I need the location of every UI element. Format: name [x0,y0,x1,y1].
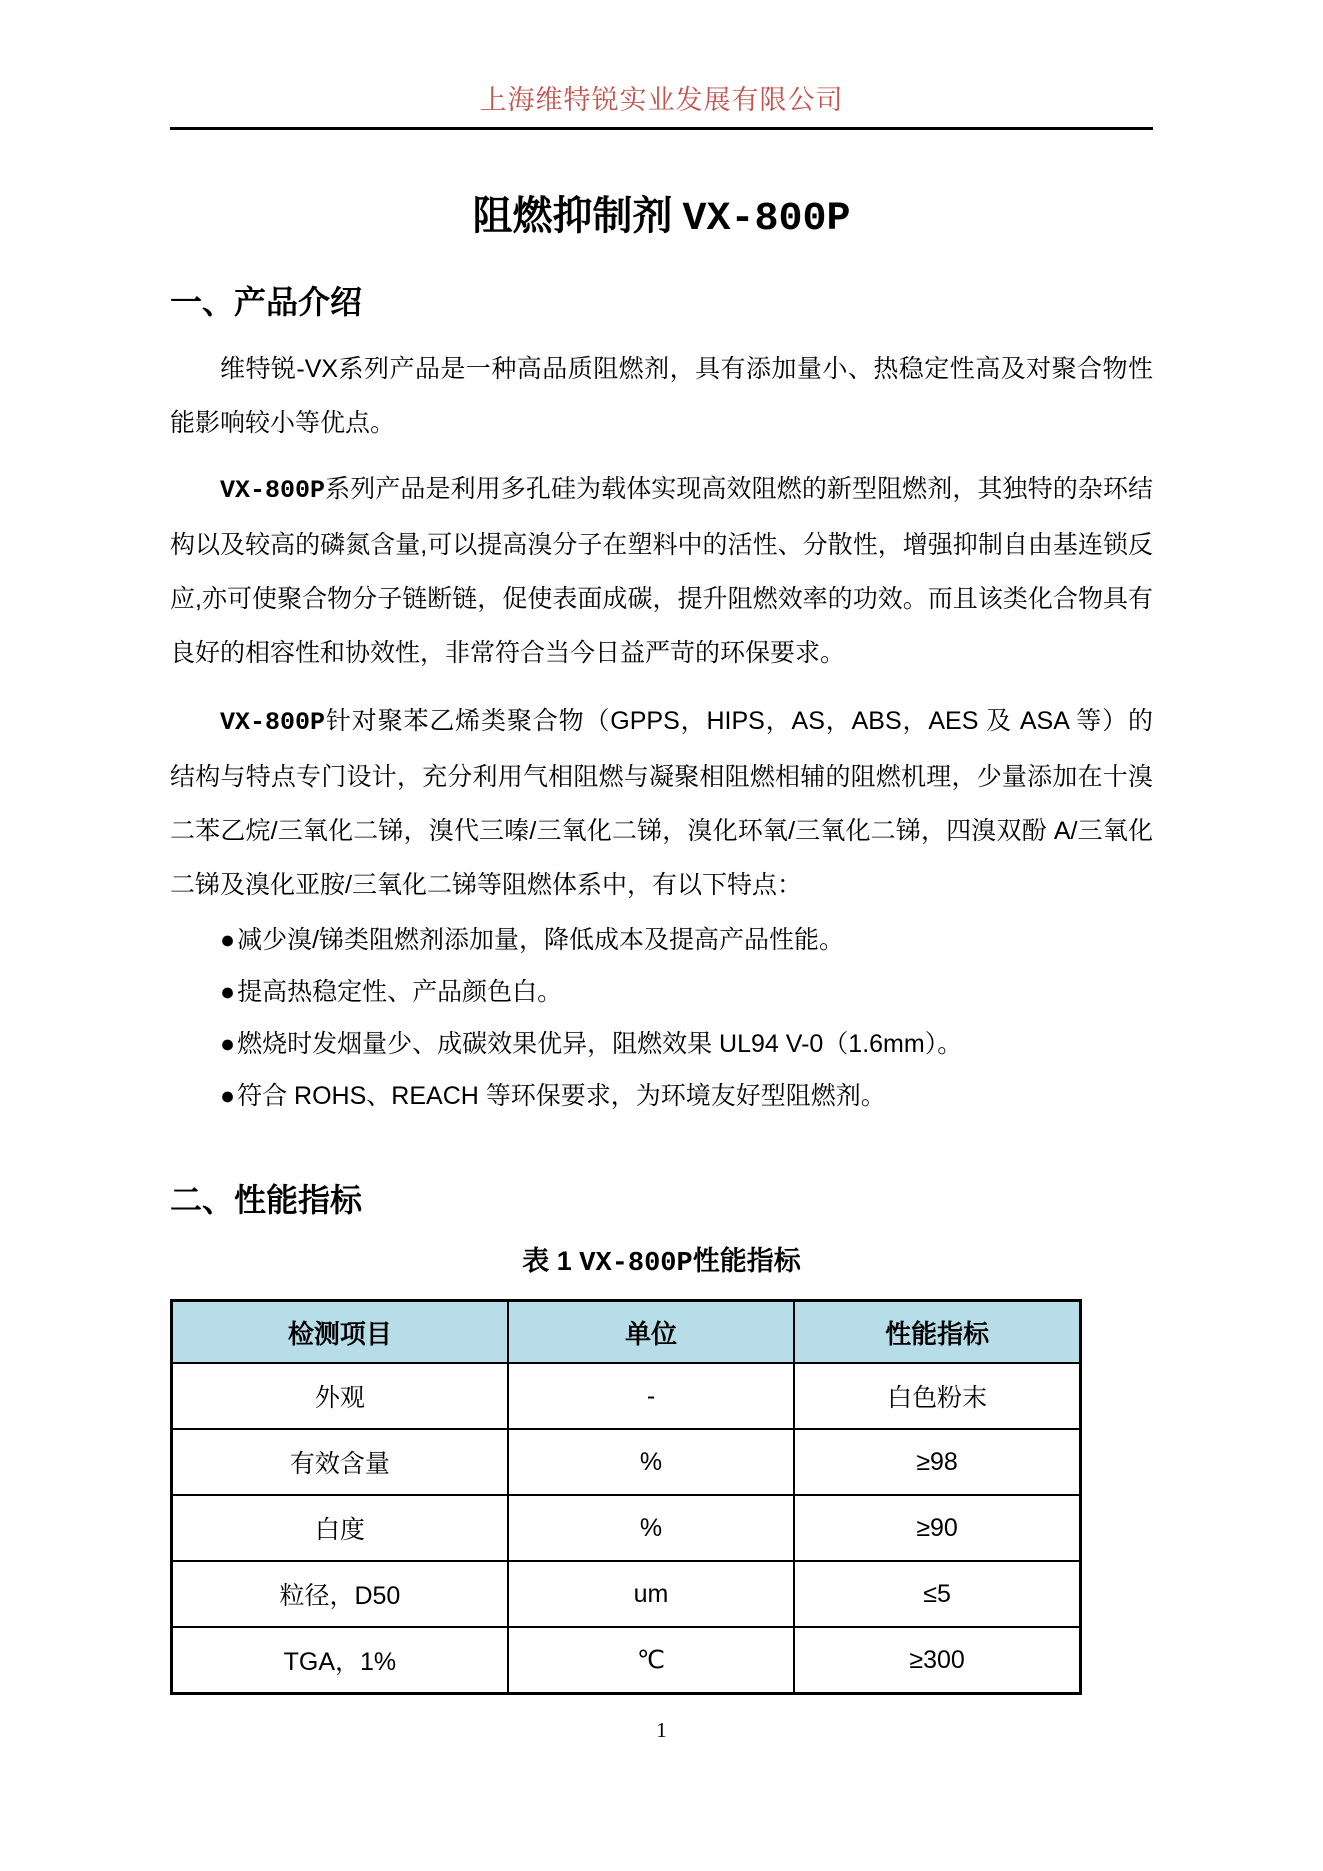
paragraph-application [170,694,1153,912]
document-title-code: VX-800P [682,197,851,242]
document-body [170,282,1153,1695]
cell-item: 粒径，D50 [172,1561,508,1627]
bullet-icon: ● [220,926,236,954]
spec-table [170,1299,1082,1695]
cell-spec: 白色粉末 [794,1363,1080,1429]
paragraph-application-text: 针对聚苯乙烯类聚合物（GPPS，HIPS，AS，ABS，AES 及 ASA 等）的结构与特点专门设计，充分利用气相阻燃与凝聚相阻燃相辅的阻燃机理，少量添加在十溴二苯乙烷/三氧化二锑，溴代三嗪/三氧化二锑，溴化环氧/三氧化二锑，四溴双酚 A/三氧化二锑及溴化亚胺/三氧化二锑等阻燃体系中，有以下特点： [170,707,1153,899]
section1-heading: 一、产品介绍 [170,284,363,320]
cell-item: 外观 [172,1363,508,1429]
cell-spec: ≤5 [794,1561,1080,1627]
table-caption-code: VX-800P [579,1249,693,1279]
column-header-unit: 单位 [508,1301,794,1364]
cell-unit: % [508,1495,794,1561]
document-title [0,190,1323,246]
column-header-item: 检测项目 [172,1301,508,1364]
list-item [170,1070,1153,1122]
cell-unit: um [508,1561,794,1627]
list-item-text: 燃烧时发烟量少、成碳效果优异，阻燃效果 UL94 V-0（1.6mm）。 [237,1030,963,1058]
cell-item: 白度 [172,1495,508,1561]
product-code-inline: VX-800P [220,708,326,737]
bullet-icon: ● [220,1030,236,1058]
paragraph-mechanism-text: 系列产品是利用多孔硅为载体实现高效阻燃的新型阻燃剂，其独特的杂环结构以及较高的磷氮含量,可以提高溴分子在塑料中的活性、分散性，增强抑制自由基连锁反应,亦可使聚合物分子链断链，促使表面成碳，提升阻燃效率的功效。而且该类化合物具有良好的相容性和协效性，非常符合当今日益严苛的环保要求。 [170,475,1153,667]
list-item [170,1018,1153,1070]
table-caption-suffix: 性能指标 [692,1246,801,1276]
table-header-row [172,1301,1081,1364]
cell-unit: - [508,1363,794,1429]
bullet-icon: ● [220,978,236,1006]
table-row [172,1627,1081,1694]
document-title-cn: 阻燃抑制剂 [472,194,673,238]
paragraph-intro: 维特锐-VX系列产品是一种高品质阻燃剂，具有添加量小、热稳定性高及对聚合物性能影响较小等优点。 [170,355,1153,437]
list-item-text: 减少溴/锑类阻燃剂添加量，降低成本及提高产品性能。 [237,926,845,954]
cell-spec: ≥98 [794,1429,1080,1495]
table-caption [170,1244,1153,1281]
table-caption-prefix: 表 1 [522,1246,580,1276]
paragraph-mechanism [170,462,1153,680]
feature-list [170,914,1153,1122]
cell-unit: ℃ [508,1627,794,1694]
header-divider [170,127,1153,130]
company-header: 上海维特锐实业发展有限公司 [479,85,844,115]
cell-item: TGA，1% [172,1627,508,1694]
section2-heading: 二、性能指标 [170,1182,363,1218]
cell-unit: % [508,1429,794,1495]
product-code-inline: VX-800P [220,476,326,505]
list-item [170,914,1153,966]
cell-spec: ≥90 [794,1495,1080,1561]
table-row [172,1363,1081,1429]
cell-spec: ≥300 [794,1627,1080,1694]
cell-item: 有效含量 [172,1429,508,1495]
bullet-icon: ● [220,1082,236,1110]
table-row [172,1561,1081,1627]
page-number: 1 [656,1718,667,1742]
list-item-text: 符合 ROHS、REACH 等环保要求，为环境友好型阻燃剂。 [237,1082,886,1110]
table-row [172,1429,1081,1495]
list-item-text: 提高热稳定性、产品颜色白。 [237,978,563,1006]
list-item [170,966,1153,1018]
column-header-spec: 性能指标 [794,1301,1080,1364]
table-row [172,1495,1081,1561]
